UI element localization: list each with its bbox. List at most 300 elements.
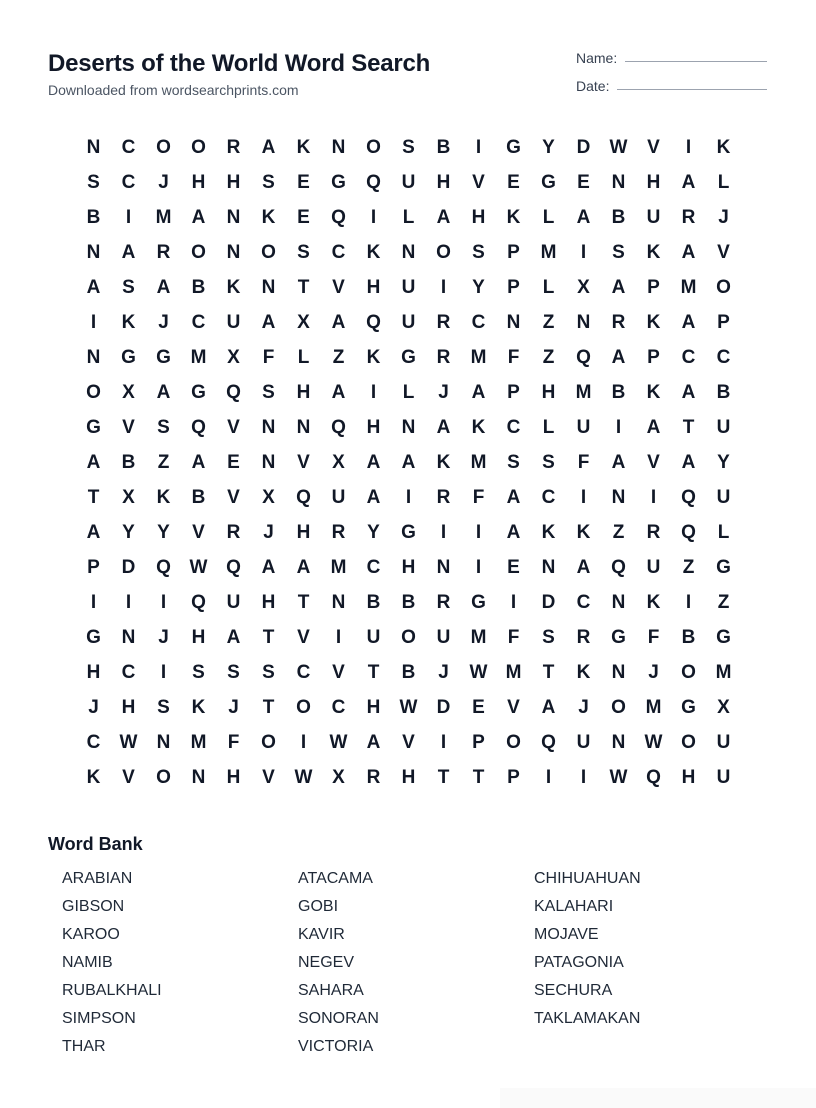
grid-cell: H [401, 766, 416, 788]
word-bank-item: KAVIR [298, 926, 345, 943]
grid-cell: R [436, 346, 451, 368]
grid-cell: T [542, 661, 555, 683]
grid-cell: S [122, 276, 135, 298]
grid-cell: G [681, 696, 696, 718]
grid-cell: U [576, 416, 591, 438]
grid-cell: U [716, 731, 731, 753]
word-bank-item: THAR [62, 1038, 106, 1055]
page-subtitle: Downloaded from wordsearchprints.com [48, 82, 299, 98]
grid-cell: C [121, 171, 136, 193]
grid-cell: P [647, 346, 660, 368]
grid-cell: A [331, 311, 346, 333]
grid-cell: W [294, 766, 313, 788]
grid-cell: H [366, 416, 381, 438]
grid-cell: O [156, 136, 171, 158]
word-bank-item: KALAHARI [534, 898, 614, 915]
grid-cell: N [436, 556, 451, 578]
grid-cell: A [576, 556, 591, 578]
grid-cell: H [261, 591, 276, 613]
grid-cell: W [469, 661, 488, 683]
grid-cell: L [542, 206, 555, 228]
grid-cell: A [506, 486, 521, 508]
grid-cell: A [646, 416, 661, 438]
grid-cell: U [331, 486, 346, 508]
grid-cell: J [158, 626, 169, 648]
grid-cell: A [261, 136, 276, 158]
grid-cell: F [647, 626, 660, 648]
grid-cell: X [122, 381, 135, 403]
grid-cell: S [262, 381, 275, 403]
grid-cell: C [506, 416, 521, 438]
grid-cell: M [470, 346, 487, 368]
grid-cell: I [685, 591, 692, 613]
grid-cell: R [681, 206, 696, 228]
grid-cell: K [541, 521, 556, 543]
word-bank-item: RUBALKHALI [62, 982, 162, 999]
grid-cell: Y [157, 521, 170, 543]
grid-cell: I [160, 591, 167, 613]
grid-cell: V [122, 766, 135, 788]
grid-cell: N [576, 311, 591, 333]
grid-cell: U [716, 766, 731, 788]
grid-cell: C [366, 556, 381, 578]
grid-cell: N [121, 626, 136, 648]
grid-cell: I [335, 626, 342, 648]
grid-cell: S [402, 136, 415, 158]
grid-cell: V [647, 451, 660, 473]
grid-cell: K [86, 766, 101, 788]
grid-cell: B [401, 591, 416, 613]
grid-cell: C [541, 486, 556, 508]
grid-cell: A [611, 451, 626, 473]
grid-cell: L [717, 521, 730, 543]
grid-cell: H [226, 171, 241, 193]
grid-cell: M [505, 661, 522, 683]
grid-cell: O [261, 241, 276, 263]
grid-cell: K [121, 311, 136, 333]
grid-cell: T [262, 696, 275, 718]
grid-cell: B [436, 136, 451, 158]
grid-cell: M [155, 206, 172, 228]
grid-cell: C [191, 311, 206, 333]
grid-cell: N [331, 136, 346, 158]
grid-cell: L [542, 416, 555, 438]
grid-cell: J [718, 206, 729, 228]
grid-cell: J [228, 696, 239, 718]
grid-cell: O [681, 661, 696, 683]
grid-cell: A [86, 451, 101, 473]
grid-cell: T [682, 416, 695, 438]
grid-cell: E [577, 171, 590, 193]
grid-cell: R [611, 311, 626, 333]
word-bank-item: SECHURA [534, 982, 613, 999]
grid-cell: K [366, 346, 381, 368]
grid-cell: D [541, 591, 556, 613]
grid-cell: K [576, 661, 591, 683]
name-label: Name: [576, 50, 618, 66]
grid-cell: T [367, 661, 380, 683]
grid-cell: S [297, 241, 310, 263]
grid-cell: E [297, 171, 310, 193]
grid-cell: I [475, 556, 482, 578]
grid-cell: J [438, 381, 449, 403]
grid-cell: G [86, 416, 101, 438]
grid-cell: X [262, 486, 275, 508]
grid-cell: F [227, 731, 240, 753]
grid-cell: E [507, 556, 520, 578]
grid-cell: I [580, 241, 587, 263]
grid-cell: R [436, 311, 451, 333]
grid-cell: A [681, 451, 696, 473]
grid-cell: X [332, 451, 345, 473]
grid-cell: U [646, 556, 661, 578]
grid-cell: Q [366, 311, 381, 333]
grid-cell: L [542, 276, 555, 298]
grid-cell: I [685, 136, 692, 158]
grid-cell: A [86, 276, 101, 298]
grid-cell: N [611, 486, 626, 508]
grid-cell: I [580, 486, 587, 508]
grid-cell: N [261, 416, 276, 438]
grid-cell: U [226, 311, 241, 333]
grid-cell: S [542, 451, 555, 473]
grid-cell: Y [542, 136, 555, 158]
grid-cell: A [156, 276, 171, 298]
grid-cell: W [399, 696, 418, 718]
word-bank-item: NEGEV [298, 954, 355, 971]
grid-cell: Q [576, 346, 591, 368]
grid-cell: T [297, 591, 310, 613]
grid-cell: I [475, 136, 482, 158]
grid-cell: B [191, 276, 206, 298]
grid-cell: F [262, 346, 275, 368]
grid-cell: N [226, 206, 241, 228]
grid-cell: C [121, 136, 136, 158]
grid-cell: T [472, 766, 485, 788]
grid-cell: Q [681, 486, 696, 508]
date-label: Date: [576, 78, 610, 94]
grid-cell: K [261, 206, 276, 228]
grid-cell: B [191, 486, 206, 508]
grid-cell: H [681, 766, 696, 788]
grid-cell: O [191, 241, 206, 263]
grid-cell: K [576, 521, 591, 543]
grid-cell: K [156, 486, 171, 508]
grid-cell: C [471, 311, 486, 333]
grid-cell: R [366, 766, 381, 788]
grid-cell: A [436, 206, 451, 228]
grid-cell: Q [156, 556, 171, 578]
grid-cell: U [646, 206, 661, 228]
grid-cell: V [717, 241, 730, 263]
grid-cell: O [611, 696, 626, 718]
grid-cell: Y [367, 521, 380, 543]
grid-cell: K [646, 241, 661, 263]
grid-cell: G [401, 521, 416, 543]
grid-cell: W [119, 731, 138, 753]
grid-cell: B [611, 206, 626, 228]
grid-cell: N [331, 591, 346, 613]
grid-cell: N [296, 416, 311, 438]
grid-cell: X [227, 346, 240, 368]
word-bank-item: NAMIB [62, 954, 113, 971]
grid-cell: V [227, 416, 240, 438]
grid-cell: U [401, 171, 416, 193]
grid-cell: S [262, 661, 275, 683]
grid-cell: Q [646, 766, 661, 788]
grid-cell: B [86, 206, 101, 228]
grid-cell: I [125, 591, 132, 613]
grid-cell: M [645, 696, 662, 718]
grid-cell: D [576, 136, 591, 158]
grid-cell: R [436, 591, 451, 613]
grid-cell: K [506, 206, 521, 228]
grid-cell: H [226, 766, 241, 788]
grid-cell: C [86, 731, 101, 753]
grid-cell: G [331, 171, 346, 193]
grid-cell: Q [331, 416, 346, 438]
grid-cell: H [191, 171, 206, 193]
grid-cell: O [506, 731, 521, 753]
grid-cell: J [648, 661, 659, 683]
grid-cell: A [366, 731, 381, 753]
grid-cell: E [297, 206, 310, 228]
grid-cell: K [646, 381, 661, 403]
grid-cell: N [611, 661, 626, 683]
grid-cell: P [507, 766, 520, 788]
grid-cell: U [366, 626, 381, 648]
grid-cell: X [717, 696, 730, 718]
grid-cell: Q [191, 591, 206, 613]
grid-cell: Q [296, 486, 311, 508]
grid-cell: G [191, 381, 206, 403]
grid-cell: G [156, 346, 171, 368]
grid-cell: Y [472, 276, 485, 298]
grid-cell: M [715, 661, 732, 683]
grid-cell: K [226, 276, 241, 298]
grid-cell: M [330, 556, 347, 578]
grid-cell: W [644, 731, 663, 753]
grid-cell: G [611, 626, 626, 648]
grid-cell: A [366, 486, 381, 508]
grid-cell: K [366, 241, 381, 263]
grid-cell: H [646, 171, 661, 193]
grid-cell: O [261, 731, 276, 753]
grid-cell: V [297, 626, 310, 648]
grid-cell: A [156, 381, 171, 403]
grid-cell: F [507, 346, 520, 368]
grid-cell: O [296, 696, 311, 718]
grid-cell: N [401, 241, 416, 263]
grid-cell: P [507, 241, 520, 263]
word-bank-item: TAKLAMAKAN [534, 1010, 641, 1027]
word-bank-item: KAROO [62, 926, 120, 943]
grid-cell: O [716, 276, 731, 298]
grid-cell: H [296, 521, 311, 543]
grid-cell: K [716, 136, 731, 158]
word-bank-item: SAHARA [298, 982, 364, 999]
grid-cell: T [262, 626, 275, 648]
grid-cell: A [331, 381, 346, 403]
grid-cell: G [506, 136, 521, 158]
grid-cell: N [261, 276, 276, 298]
grid-cell: H [121, 696, 136, 718]
grid-cell: I [545, 766, 552, 788]
grid-cell: C [331, 696, 346, 718]
grid-cell: N [541, 556, 556, 578]
grid-cell: I [90, 311, 97, 333]
grid-cell: A [191, 451, 206, 473]
grid-cell: H [191, 626, 206, 648]
word-bank-item: CHIHUAHUAN [534, 870, 641, 887]
grid-cell: C [716, 346, 731, 368]
grid-cell: A [401, 451, 416, 473]
grid-cell: A [261, 556, 276, 578]
grid-cell: J [88, 696, 99, 718]
grid-cell: Q [191, 416, 206, 438]
grid-cell: N [191, 766, 206, 788]
letter-grid [76, 130, 741, 795]
grid-cell: Y [122, 521, 135, 543]
grid-cell: V [402, 731, 415, 753]
grid-cell: N [611, 171, 626, 193]
grid-cell: V [472, 171, 485, 193]
grid-cell: C [681, 346, 696, 368]
grid-cell: A [681, 311, 696, 333]
grid-cell: C [296, 661, 311, 683]
grid-cell: I [405, 486, 412, 508]
grid-cell: H [86, 661, 101, 683]
grid-cell: M [680, 276, 697, 298]
grid-cell: L [402, 206, 415, 228]
grid-cell: K [471, 416, 486, 438]
grid-cell: V [647, 136, 660, 158]
grid-cell: U [716, 486, 731, 508]
grid-cell: M [470, 451, 487, 473]
grid-cell: E [507, 171, 520, 193]
grid-cell: D [436, 696, 451, 718]
grid-cell: I [300, 731, 307, 753]
grid-cell: P [507, 276, 520, 298]
grid-cell: J [158, 171, 169, 193]
grid-cell: M [575, 381, 592, 403]
grid-cell: L [402, 381, 415, 403]
grid-cell: A [681, 381, 696, 403]
grid-cell: I [650, 486, 657, 508]
grid-cell: I [440, 731, 447, 753]
grid-cell: B [366, 591, 381, 613]
grid-cell: H [296, 381, 311, 403]
grid-cell: Z [542, 346, 555, 368]
grid-cell: N [86, 136, 101, 158]
grid-cell: J [438, 661, 449, 683]
grid-cell: Q [366, 171, 381, 193]
grid-cell: X [332, 766, 345, 788]
grid-cell: S [542, 626, 555, 648]
grid-cell: V [192, 521, 205, 543]
grid-cell: B [401, 661, 416, 683]
grid-cell: Q [226, 556, 241, 578]
page-footer-strip [500, 1088, 816, 1108]
grid-cell: V [262, 766, 275, 788]
grid-cell: I [370, 381, 377, 403]
grid-cell: A [681, 171, 696, 193]
grid-cell: M [540, 241, 557, 263]
grid-cell: H [401, 556, 416, 578]
grid-cell: I [90, 591, 97, 613]
grid-cell: R [156, 241, 171, 263]
grid-cell: Q [611, 556, 626, 578]
grid-cell: P [87, 556, 100, 578]
grid-cell: I [615, 416, 622, 438]
grid-cell: I [510, 591, 517, 613]
grid-cell: O [366, 136, 381, 158]
word-bank-item: GIBSON [62, 898, 125, 915]
name-field [576, 50, 767, 66]
grid-cell: R [226, 136, 241, 158]
grid-cell: S [192, 661, 205, 683]
grid-cell: Z [542, 311, 555, 333]
grid-cell: A [366, 451, 381, 473]
grid-cell: D [121, 556, 136, 578]
grid-cell: J [158, 311, 169, 333]
grid-cell: X [122, 486, 135, 508]
grid-cell: B [681, 626, 696, 648]
grid-cell: H [366, 276, 381, 298]
grid-cell: H [366, 696, 381, 718]
grid-cell: B [716, 381, 731, 403]
grid-cell: J [263, 521, 274, 543]
grid-cell: N [611, 731, 626, 753]
grid-cell: I [370, 206, 377, 228]
word-bank-title: Word Bank [48, 834, 143, 854]
grid-cell: A [191, 206, 206, 228]
grid-cell: O [436, 241, 451, 263]
grid-cell: G [401, 346, 416, 368]
grid-cell: M [470, 626, 487, 648]
grid-cell: N [401, 416, 416, 438]
date-field [576, 78, 767, 94]
grid-cell: G [541, 171, 556, 193]
grid-cell: G [86, 626, 101, 648]
grid-cell: S [612, 241, 625, 263]
grid-cell: W [609, 136, 628, 158]
grid-cell: G [716, 626, 731, 648]
grid-cell: A [611, 276, 626, 298]
grid-cell: I [440, 521, 447, 543]
grid-cell: F [577, 451, 590, 473]
grid-cell: A [121, 241, 136, 263]
grid-cell: K [191, 696, 206, 718]
grid-cell: C [121, 661, 136, 683]
grid-cell: I [160, 661, 167, 683]
grid-cell: R [226, 521, 241, 543]
grid-cell: E [472, 696, 485, 718]
word-bank [62, 869, 770, 1065]
grid-cell: F [472, 486, 485, 508]
grid-cell: K [436, 451, 451, 473]
grid-cell: A [226, 626, 241, 648]
grid-cell: O [401, 626, 416, 648]
grid-cell: L [297, 346, 310, 368]
grid-cell: E [227, 451, 240, 473]
grid-cell: H [471, 206, 486, 228]
grid-cell: Y [717, 451, 730, 473]
grid-cell: H [436, 171, 451, 193]
grid-cell: Z [612, 521, 625, 543]
grid-cell: O [86, 381, 101, 403]
grid-cell: A [86, 521, 101, 543]
